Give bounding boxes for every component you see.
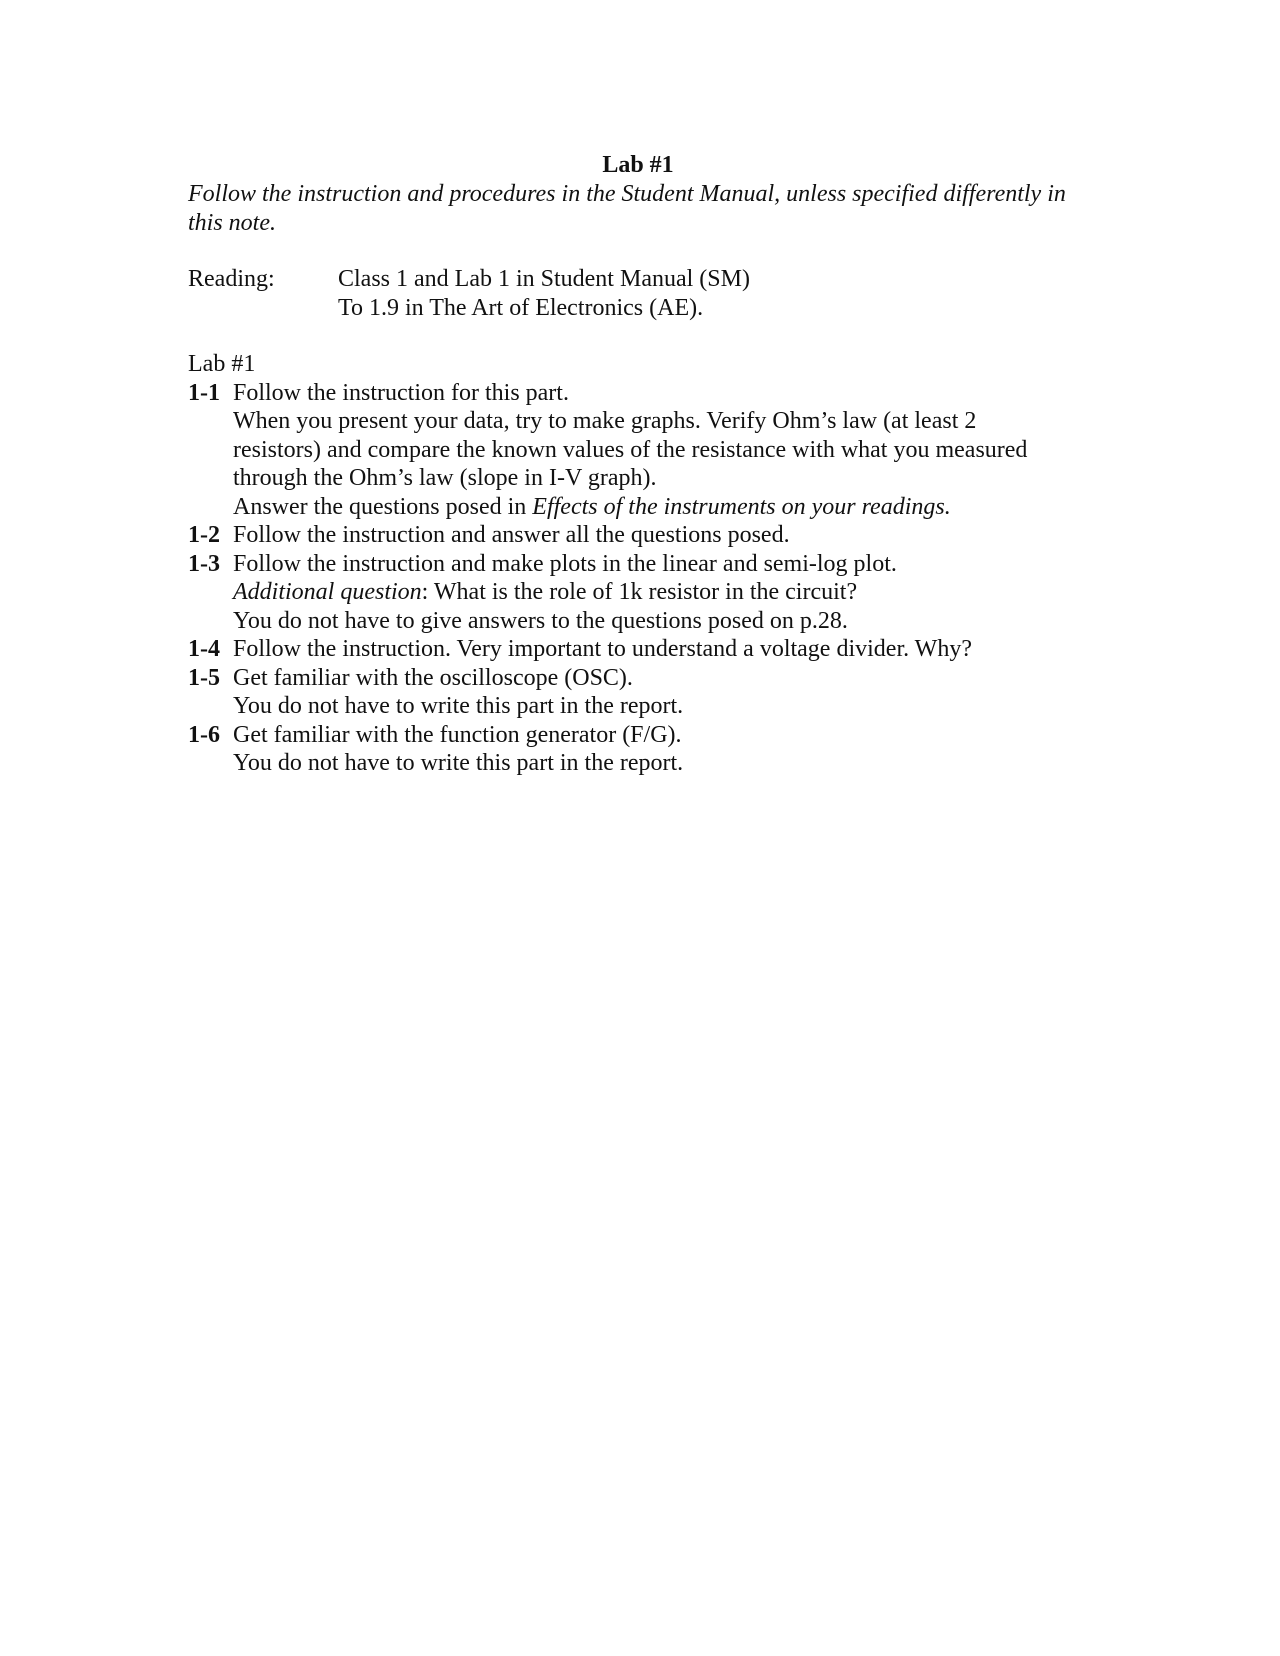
answer-prefix: Answer the questions posed in — [233, 493, 533, 520]
item-body — [233, 379, 1027, 522]
item-line — [233, 578, 897, 607]
item-line: resistors) and compare the known values of the resistance with what you measured — [233, 436, 1028, 463]
item-body — [233, 721, 683, 778]
list-item — [188, 664, 1088, 721]
item-line: You do not have to write this part in the report. — [233, 750, 684, 776]
item-line: Follow the instruction. Very important to understand a voltage divider. Why? — [233, 636, 972, 662]
list-item — [188, 550, 1088, 636]
item-number: 1-5 — [188, 664, 220, 691]
item-line: When you present your data, try to make graphs. Verify Ohm’s law (at least 2 — [233, 408, 977, 434]
item-line: Get familiar with the oscilloscope (OSC). — [233, 664, 633, 691]
item-line: Follow the instruction and answer all the questions posed. — [233, 522, 790, 548]
item-body — [233, 550, 897, 636]
list-item — [188, 379, 1088, 522]
item-number: 1-3 — [188, 550, 220, 577]
item-line: Get familiar with the function generator (F/G). — [233, 721, 682, 748]
document-page — [188, 150, 1088, 778]
reading-line: To 1.9 in The Art of Electronics (AE). — [338, 294, 704, 321]
item-body — [233, 664, 683, 721]
additional-question-label: Additional question — [233, 579, 422, 605]
item-line: You do not have to write this part in the report. — [233, 693, 684, 719]
page-title: Lab #1 — [602, 152, 674, 178]
answer-italic: Effects of the instruments on your readings. — [532, 493, 951, 520]
item-line — [233, 493, 1027, 522]
intro-paragraph: Follow the instruction and procedures in the Student Manual, unless specified differently in this note. — [188, 181, 1066, 236]
item-number: 1-2 — [188, 522, 220, 548]
reading-label: Reading: — [188, 266, 275, 292]
reading-line: Class 1 and Lab 1 in Student Manual (SM) — [338, 266, 750, 292]
item-number: 1-1 — [188, 379, 220, 406]
item-line: Follow the instruction and make plots in the linear and semi-log plot. — [233, 550, 897, 577]
section-heading: Lab #1 — [188, 351, 256, 377]
list-item — [188, 721, 1088, 778]
reading-block — [188, 265, 1088, 322]
item-line: Follow the instruction for this part. — [233, 379, 569, 406]
item-number: 1-4 — [188, 636, 220, 662]
list-item — [188, 635, 1088, 664]
item-line: You do not have to give answers to the questions posed on p.28. — [233, 607, 848, 634]
item-number: 1-6 — [188, 721, 220, 748]
item-body — [233, 635, 972, 664]
list-item — [188, 521, 1088, 550]
item-line: through the Ohm’s law (slope in I-V graph). — [233, 465, 657, 491]
item-body — [233, 521, 790, 550]
reading-lines — [338, 265, 750, 322]
additional-question-text: : What is the role of 1k resistor in the circuit? — [421, 579, 858, 605]
